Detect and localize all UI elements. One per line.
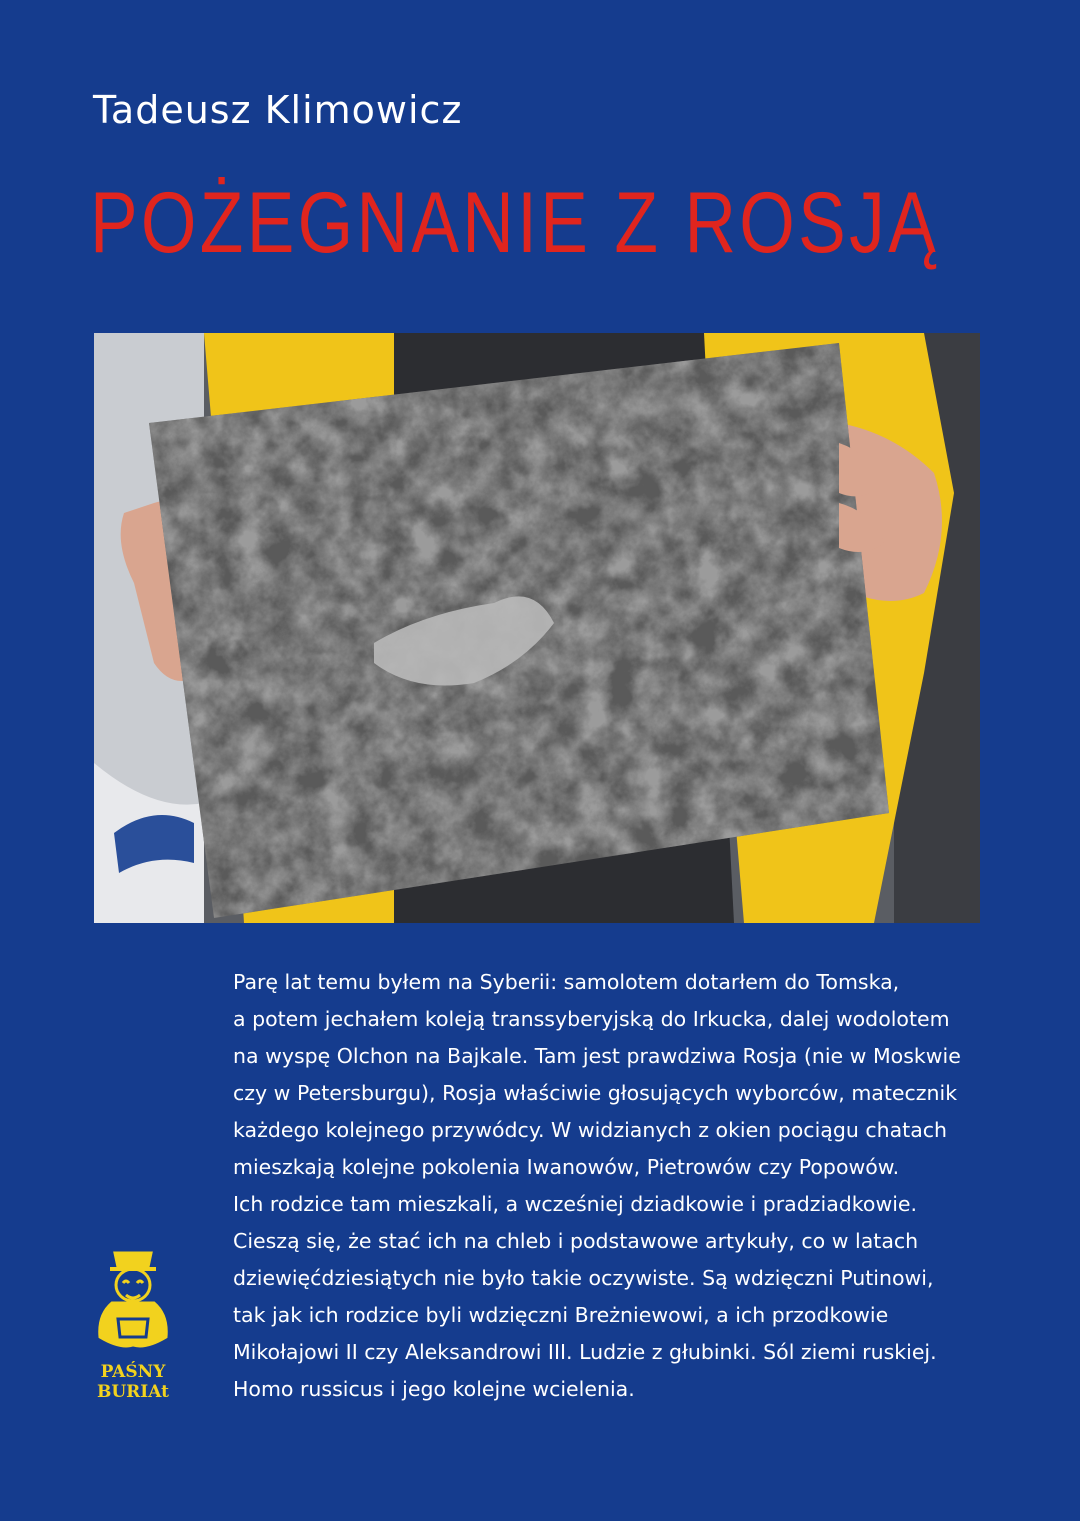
blurb-line: Ich rodzice tam mieszkali, a wcześniej dziadkowie i pradziadkowie.	[233, 1192, 918, 1216]
blurb-text	[233, 964, 993, 1408]
blurb-line: Cieszą się, że stać ich na chleb i podstawowe artykuły, co w latach	[233, 1229, 919, 1253]
blurb-line: Homo russicus i jego kolejne wcielenia.	[233, 1377, 635, 1401]
book-title: POŻEGNANIE Z ROSJĄ	[90, 175, 940, 271]
cover-photo	[94, 333, 980, 923]
publisher-logo	[90, 1245, 176, 1405]
publisher-logo-line2: BURIAt	[96, 1382, 170, 1402]
blurb-line: a potem jechałem koleją transsyberyjską do Irkucka, dalej wodolotem	[233, 1007, 950, 1031]
blurb-line: Mikołajowi II czy Aleksandrowi III. Ludzie z głubinki. Sól ziemi ruskiej.	[233, 1340, 937, 1364]
blurb-line: dziewięćdziesiątych nie było takie oczywiste. Są wdzięczni Putinowi,	[233, 1266, 934, 1290]
blurb-line: mieszkają kolejne pokolenia Iwanowów, Pietrowów czy Popowów.	[233, 1155, 900, 1179]
blurb-line: Parę lat temu byłem na Syberii: samolotem dotarłem do Tomska,	[233, 970, 900, 994]
blurb-line: na wyspę Olchon na Bajkale. Tam jest prawdziwa Rosja (nie w Moskwie	[233, 1044, 961, 1068]
author-name: Tadeusz Klimowicz	[93, 88, 463, 132]
cover-photo-illustration	[94, 333, 980, 923]
publisher-logo-line1: PAŚNY	[100, 1362, 166, 1382]
blurb-line: każdego kolejnego przywódcy. W widzianych z okien pociągu chatach	[233, 1118, 948, 1142]
blurb-line: tak jak ich rodzice byli wdzięczni Breżniewowi, a ich przodkowie	[233, 1303, 889, 1327]
blurb-line: czy w Petersburgu), Rosja właściwie głosujących wyborców, matecznik	[233, 1081, 958, 1105]
